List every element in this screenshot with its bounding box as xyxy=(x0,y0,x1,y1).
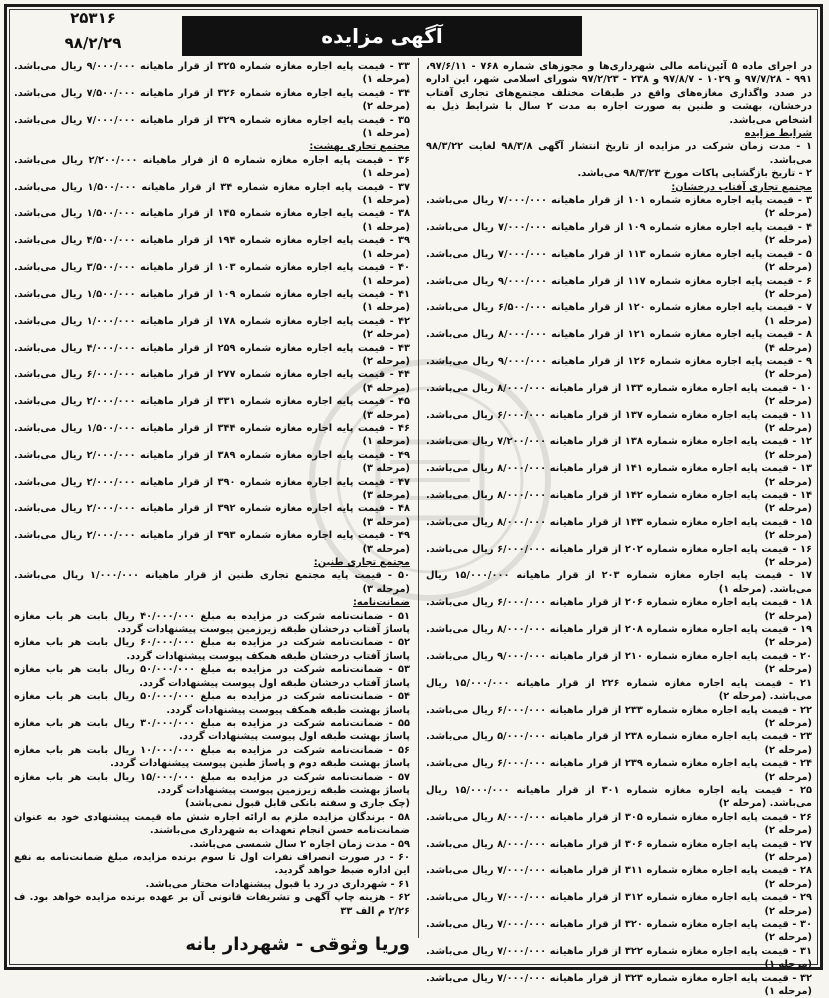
clause-item: ۲۳ - قیمت پایه اجاره مغازه شماره ۲۳۸ از قرار ماهیانه ۵/۰۰۰/۰۰۰ ریال می‌باشد. (مرحله ۲) xyxy=(426,731,813,756)
clause-item: ۴۷ - قیمت پایه اجاره مغازه شماره ۳۹۰ از قرار ماهیانه ۲/۰۰۰/۰۰۰ ریال می‌باشد. (مرحله ۳) xyxy=(14,476,411,501)
clause-item: ۴۴ - قیمت پایه اجاره مغازه شماره ۲۷۷ از قرار ماهیانه ۶/۰۰۰/۰۰۰ ریال می‌باشد. (مرحله ۴) xyxy=(14,369,411,394)
clause-item: ۳۲ - قیمت پایه اجاره مغازه شماره ۳۲۳ از قرار ماهیانه ۷/۰۰۰/۰۰۰ ریال می‌باشد. (مرحله ۱) xyxy=(426,972,813,998)
clause-item: ۳۹ - قیمت پایه اجاره مغازه شماره ۱۹۴ از قرار ماهیانه ۴/۵۰۰/۰۰۰ ریال می‌باشد. (مرحله ۱) xyxy=(14,235,411,260)
ad-title: آگهی مزایده xyxy=(182,16,582,56)
right-column xyxy=(426,60,812,998)
clause-item: ۲ - تاریخ بازگشایی پاکات مورخ ۹۸/۳/۲۳ می‌باشد. xyxy=(577,168,812,180)
clause-item: ۳۸ - قیمت پایه اجاره مغازه شماره ۱۴۵ از قرار ماهیانه ۱/۵۰۰/۰۰۰ ریال می‌باشد. (مرحله ۱) xyxy=(14,208,411,233)
clause-item: ۲۷ - قیمت پایه اجاره مغازه شماره ۳۰۶ از قرار ماهیانه ۸/۰۰۰/۰۰۰ ریال می‌باشد. (مرحله ۲) xyxy=(426,838,813,863)
clause-item: ۶۱ - شهرداری در رد یا قبول پیشنهادات مختار می‌باشد. xyxy=(145,878,410,890)
clause-item: ۴۳ - قیمت پایه اجاره مغازه شماره ۲۵۹ از قرار ماهیانه ۴/۰۰۰/۰۰۰ ریال می‌باشد. (مرحله ۲) xyxy=(14,342,411,367)
clause-item: ۶۰ - در صورت انصراف نفرات اول تا سوم برنده مزایده، مبلغ ضمانت‌نامه به نفع این اداره ضبط خواهد گردید. xyxy=(14,851,410,877)
section-heading: شرایط مزایده xyxy=(744,128,812,140)
clause-item: ۱۳ - قیمت پایه اجاره مغازه شماره ۱۴۱ از قرار ماهیانه ۸/۰۰۰/۰۰۰ ریال می‌باشد. (مرحله ۲) xyxy=(426,463,813,488)
clause-item: ۵۸ - برندگان مزایده ملزم به ارائه اجاره شش ماه قیمت پیشنهادی خود به عنوان ضمانت‌نامه حسن انجام تعهدات به شهرداری می‌باشند. xyxy=(14,811,410,837)
clause-item: ۳۳ - قیمت پایه اجاره مغازه شماره ۳۲۵ از قرار ماهیانه ۹/۰۰۰/۰۰۰ ریال می‌باشد. (مرحله ۱) xyxy=(14,61,411,86)
signature: وریا وثوقی - شهردار بانه xyxy=(185,934,410,955)
clause-item: ۵ - قیمت پایه اجاره مغازه شماره ۱۱۳ از قرار ماهیانه ۷/۰۰۰/۰۰۰ ریال می‌باشد. (مرحله ۲) xyxy=(426,248,813,274)
clause-item: (چک جاری و سفته بانکی قابل قبول نمی‌باشد) xyxy=(184,798,410,810)
clause-item: ۴۸ - قیمت پایه اجاره مغازه شماره ۳۹۲ از قرار ماهیانه ۲/۰۰۰/۰۰۰ ریال می‌باشد. (مرحله ۳) xyxy=(14,503,411,528)
clause-item: ۶ - قیمت پایه اجاره مغازه شماره ۱۱۷ از قرار ماهیانه ۹/۰۰۰/۰۰۰ ریال می‌باشد. (مرحله ۲) xyxy=(426,275,813,300)
clause-item: ۱ - مدت زمان شرکت در مزایده از تاریخ انتشار آگهی ۹۸/۳/۸ لغایت ۹۸/۳/۲۲ می‌باشد. xyxy=(426,141,813,166)
clause-item: ۶۲ - هزینه چاپ آگهی و تشریفات قانونی آن بر عهده برنده مزایده خواهد بود. ف ۲/۲۶ م الف ۳۳ xyxy=(14,892,410,917)
clause-item: ۴۰ - قیمت پایه اجاره مغازه شماره ۱۰۳ از قرار ماهیانه ۳/۵۰۰/۰۰۰ ریال می‌باشد. (مرحله ۱) xyxy=(14,262,411,287)
section-heading: مجتمع تجاری آفتاب درخشان: xyxy=(671,181,812,193)
clause-item: ۴۹ - قیمت پایه اجاره مغازه شماره ۳۸۹ از قرار ماهیانه ۲/۰۰۰/۰۰۰ ریال می‌باشد. (مرحله ۳) xyxy=(14,449,411,475)
clause-item: ۲۵ - قیمت پایه اجاره مغازه شماره ۳۰۱ از قرار ماهیانه ۱۵/۰۰۰/۰۰۰ ریال می‌باشد. (مرحله ۲) xyxy=(426,784,812,810)
registration-number: ۲۵۳۱۶ xyxy=(70,9,116,27)
clause-item: ۵۹ - مدت زمان اجاره ۲ سال شمسی می‌باشد. xyxy=(189,838,410,850)
clause-item: ۵۶ - ضمانت‌نامه شرکت در مزایده به مبلغ ۱۰/۰۰۰/۰۰۰ ریال بابت هر باب مغازه پاساژ بهشت طبقه دوم و پاساژ طنین پیوست پیشنهادات گردد. xyxy=(14,744,410,770)
clause-item: ۳۶ - قیمت پایه اجاره مغازه شماره ۵ از قرار ماهیانه ۲/۲۰۰/۰۰۰ ریال می‌باشد. (مرحله ۱) xyxy=(14,154,410,180)
section-heading: ضمانت‌نامه: xyxy=(352,597,410,609)
clause-item: ۲۴ - قیمت پایه اجاره مغازه شماره ۲۳۹ از قرار ماهیانه ۶/۰۰۰/۰۰۰ ریال می‌باشد. (مرحله ۲) xyxy=(426,758,813,783)
clause-item: ۳۷ - قیمت پایه اجاره مغازه شماره ۳۴ از قرار ماهیانه ۱/۵۰۰/۰۰۰ ریال می‌باشد. (مرحله ۱) xyxy=(14,181,411,207)
clause-item: ۲۲ - قیمت پایه اجاره مغازه شماره ۲۳۳ از قرار ماهیانه ۶/۰۰۰/۰۰۰ ریال می‌باشد. (مرحله ۲) xyxy=(426,704,813,729)
clause-item: در اجرای ماده ۵ آئین‌نامه مالی شهرداری‌ها و مجوزهای شماره ۷۶۸ - ۹۷/۶/۱۱، ۹۹۱ - ۹۷/۷/۲۸ و ۱۰۲۹ - ۹۷/۸/۷ و ۲۳۸ - ۹۷/۲/۲۳ شورای اسلامی شهر، این اداره در صدد واگذاری مغازه‌های واقع در طبقات مختلف مجتمع‌های تجاری آفتاب درخشان، بهشت و طنین به صورت اجاره به مدت ۲ سال با شرایط ذیل به اشخاص می‌باشد. xyxy=(426,61,813,126)
clause-item: ۱۶ - قیمت پایه اجاره مغازه شماره ۲۰۲ از قرار ماهیانه ۶/۰۰۰/۰۰۰ ریال می‌باشد. (مرحله ۲) xyxy=(426,543,813,569)
column-divider xyxy=(418,58,419,938)
clause-item: ۲۱ - قیمت پایه اجاره مغازه شماره ۲۲۶ از قرار ماهیانه ۱۵/۰۰۰/۰۰۰ ریال می‌باشد. (مرحله ۲) xyxy=(426,677,812,703)
clause-item: ۱۸ - قیمت پایه اجاره مغازه شماره ۲۰۶ از قرار ماهیانه ۶/۰۰۰/۰۰۰ ریال می‌باشد. (مرحله ۲) xyxy=(426,597,813,622)
clause-item: ۳۴ - قیمت پایه اجاره مغازه شماره ۳۲۶ از قرار ماهیانه ۷/۵۰۰/۰۰۰ ریال می‌باشد. (مرحله ۲) xyxy=(14,87,411,113)
clause-item: ۲۶ - قیمت پایه اجاره مغازه شماره ۳۰۵ از قرار ماهیانه ۸/۰۰۰/۰۰۰ ریال می‌باشد. (مرحله ۲) xyxy=(426,811,813,837)
clause-item: ۱۴ - قیمت پایه اجاره مغازه شماره ۱۴۲ از قرار ماهیانه ۸/۰۰۰/۰۰۰ ریال می‌باشد. (مرحله ۲) xyxy=(426,490,813,515)
clause-item: ۹ - قیمت پایه اجاره مغازه شماره ۱۲۶ از قرار ماهیانه ۹/۰۰۰/۰۰۰ ریال می‌باشد. (مرحله ۲) xyxy=(426,355,813,381)
clause-item: ۳۰ - قیمت پایه اجاره مغازه شماره ۳۲۰ از قرار ماهیانه ۷/۰۰۰/۰۰۰ ریال می‌باشد. (مرحله ۲) xyxy=(426,919,813,944)
clause-item: ۸ - قیمت پایه اجاره مغازه شماره ۱۲۱ از قرار ماهیانه ۸/۰۰۰/۰۰۰ ریال می‌باشد. (مرحله ۴) xyxy=(426,329,813,354)
clause-item: ۴۱ - قیمت پایه اجاره مغازه شماره ۱۰۹ از قرار ماهیانه ۱/۵۰۰/۰۰۰ ریال می‌باشد. (مرحله ۱) xyxy=(14,288,411,314)
clause-item: ۴۵ - قیمت پایه اجاره مغازه شماره ۳۳۱ از قرار ماهیانه ۲/۰۰۰/۰۰۰ ریال می‌باشد. (مرحله ۳) xyxy=(14,396,411,421)
clause-item: ۴۶ - قیمت پایه اجاره مغازه شماره ۳۴۴ از قرار ماهیانه ۱/۵۰۰/۰۰۰ ریال می‌باشد. (مرحله ۱) xyxy=(14,422,411,448)
clause-item: ۱۷ - قیمت پایه اجاره مغازه شماره ۲۰۳ از قرار ماهیانه ۱۵/۰۰۰/۰۰۰ ریال می‌باشد. (مرحله ۱) xyxy=(426,570,812,595)
clause-item: ۲۰ - قیمت پایه اجاره مغازه شماره ۲۱۰ از قرار ماهیانه ۹/۰۰۰/۰۰۰ ریال می‌باشد. (مرحله ۲) xyxy=(426,650,813,676)
clause-item: ۳ - قیمت پایه اجاره مغازه شماره ۱۰۱ از قرار ماهیانه ۷/۰۰۰/۰۰۰ ریال می‌باشد. (مرحله ۲) xyxy=(426,195,813,220)
clause-item: ۵۵ - ضمانت‌نامه شرکت در مزایده به مبلغ ۳۰/۰۰۰/۰۰۰ ریال بابت هر باب مغازه پاساژ بهشت طبقه اول پیوست پیشنهادات گردد. xyxy=(14,717,410,743)
left-column xyxy=(14,60,410,918)
registration-date: ۹۸/۲/۲۹ xyxy=(64,34,122,52)
clause-item: ۵۱ - ضمانت‌نامه شرکت در مزایده به مبلغ ۴۰/۰۰۰/۰۰۰ ریال بابت هر باب مغازه پاساژ آفتاب درخشان طبقه زیرزمین پیوست پیشنهادات گردد. xyxy=(14,610,410,636)
clause-item: ۳۱ - قیمت پایه اجاره مغازه شماره ۳۲۲ از قرار ماهیانه ۷/۰۰۰/۰۰۰ ریال می‌باشد. (مرحله ۱) xyxy=(426,945,813,971)
clause-item: ۴۲ - قیمت پایه اجاره مغازه شماره ۱۷۸ از قرار ماهیانه ۱/۰۰۰/۰۰۰ ریال می‌باشد. (مرحله ۲) xyxy=(14,315,411,341)
clause-item: ۴۹ - قیمت پایه اجاره مغازه شماره ۳۹۳ از قرار ماهیانه ۲/۰۰۰/۰۰۰ ریال می‌باشد. (مرحله ۳) xyxy=(14,530,411,555)
clause-item: ۴ - قیمت پایه اجاره مغازه شماره ۱۰۹ از قرار ماهیانه ۷/۰۰۰/۰۰۰ ریال می‌باشد. (مرحله ۲) xyxy=(426,221,813,247)
section-heading: مجتمع تجاری طنین: xyxy=(313,557,410,569)
clause-item: ۱۰ - قیمت پایه اجاره مغازه شماره ۱۳۳ از قرار ماهیانه ۸/۰۰۰/۰۰۰ ریال می‌باشد. (مرحله ۲) xyxy=(426,382,813,408)
clause-item: ۱۵ - قیمت پایه اجاره مغازه شماره ۱۴۳ از قرار ماهیانه ۸/۰۰۰/۰۰۰ ریال می‌باشد. (مرحله ۲) xyxy=(426,516,813,542)
clause-item: ۳۵ - قیمت پایه اجاره مغازه شماره ۳۲۹ از قرار ماهیانه ۷/۰۰۰/۰۰۰ ریال می‌باشد. (مرحله ۱) xyxy=(14,114,411,140)
clause-item: ۱۱ - قیمت پایه اجاره مغازه شماره ۱۳۷ از قرار ماهیانه ۶/۰۰۰/۰۰۰ ریال می‌باشد. (مرحله ۲) xyxy=(426,409,813,434)
clause-item: ۲۹ - قیمت پایه اجاره مغازه شماره ۳۱۲ از قرار ماهیانه ۷/۰۰۰/۰۰۰ ریال می‌باشد. (مرحله ۲) xyxy=(426,892,813,917)
clause-item: ۵۷ - ضمانت‌نامه شرکت در مزایده به مبلغ ۱۵/۰۰۰/۰۰۰ ریال بابت هر باب مغازه پاساژ بهشت طبقه زیرزمین پیوست پیشنهادات گردد. xyxy=(14,771,410,796)
section-heading: مجتمع تجاری بهشت: xyxy=(309,141,410,153)
clause-item: ۱۹ - قیمت پایه اجاره مغازه شماره ۲۰۸ از قرار ماهیانه ۸/۰۰۰/۰۰۰ ریال می‌باشد. (مرحله ۲) xyxy=(426,624,813,649)
clause-item: ۲۸ - قیمت پایه اجاره مغازه شماره ۳۱۱ از قرار ماهیانه ۷/۰۰۰/۰۰۰ ریال می‌باشد. (مرحله ۲) xyxy=(426,865,813,890)
clause-item: ۵۳ - ضمانت‌نامه شرکت در مزایده به مبلغ ۵۰/۰۰۰/۰۰۰ ریال بابت هر باب مغازه پاساژ آفتاب درخشان طبقه اول پیوست پیشنهادات گردد. xyxy=(14,664,410,689)
clause-item: ۱۲ - قیمت پایه اجاره مغازه شماره ۱۳۸ از قرار ماهیانه ۷/۲۰۰/۰۰۰ ریال می‌باشد. (مرحله ۲) xyxy=(426,436,813,461)
clause-item: ۵۲ - ضمانت‌نامه شرکت در مزایده به مبلغ ۶۰/۰۰۰/۰۰۰ ریال بابت هر باب مغازه پاساژ آفتاب درخشان طبقه همکف پیوست پیشنهادات گردد. xyxy=(14,637,410,662)
clause-item: ۷ - قیمت پایه اجاره مغازه شماره ۱۲۰ از قرار ماهیانه ۶/۵۰۰/۰۰۰ ریال می‌باشد. (مرحله ۱) xyxy=(426,302,813,327)
clause-item: ۵۰ - قیمت پایه مجتمع تجاری طنین از قرار ماهیانه ۱/۰۰۰/۰۰۰ ریال می‌باشد. (مرحله ۳) xyxy=(14,570,411,595)
clause-item: ۵۴ - ضمانت‌نامه شرکت در مزایده به مبلغ ۵۰/۰۰۰/۰۰۰ ریال بابت هر باب مغازه پاساژ بهشت طبقه همکف پیوست پیشنهادات گردد. xyxy=(14,691,410,716)
